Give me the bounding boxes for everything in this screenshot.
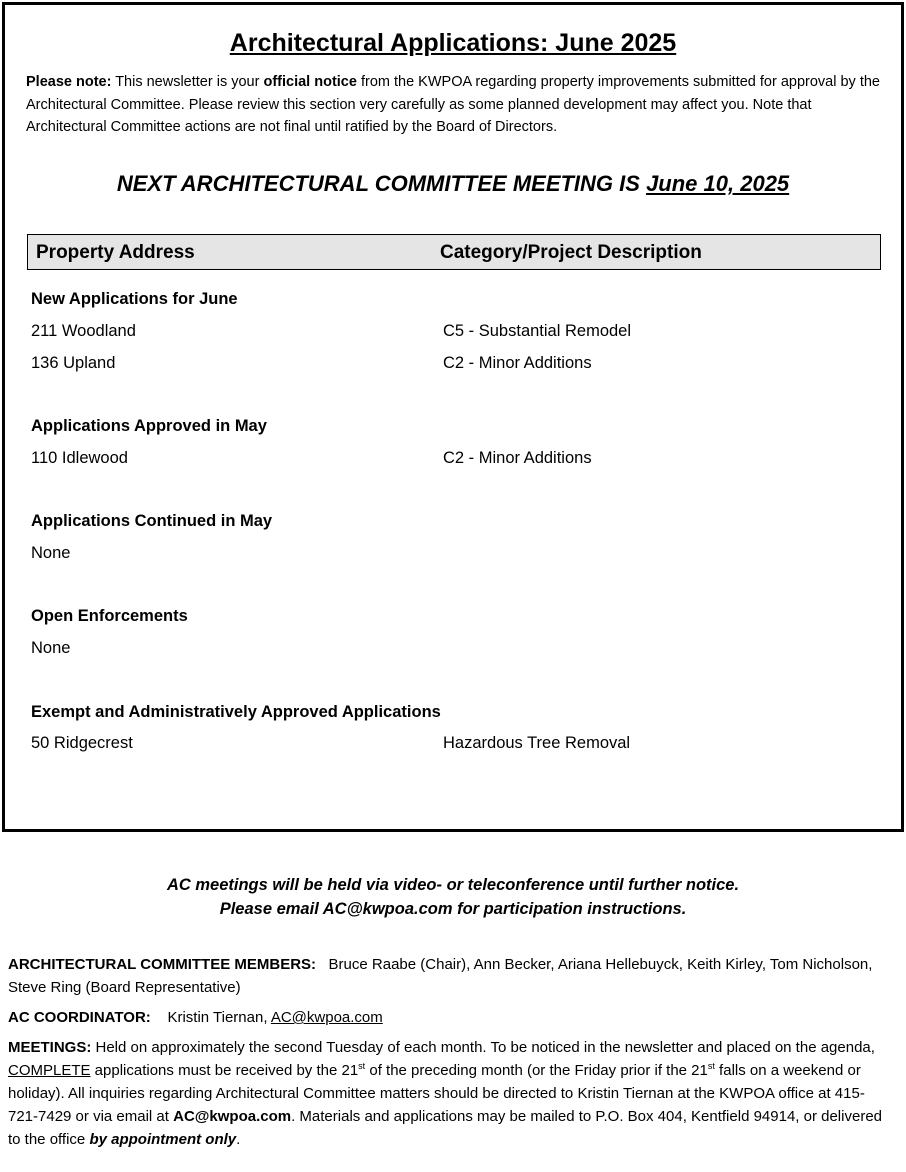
section-title-continued: Applications Continued in May bbox=[31, 512, 273, 530]
coordinator-name: Kristin Tiernan, bbox=[150, 1009, 271, 1026]
meetings-sup-1: st bbox=[358, 1061, 366, 1071]
ac-note-line-1: AC meetings will be held via video- or teleconference until further notice. bbox=[166, 876, 740, 894]
applications-box bbox=[2, 2, 904, 832]
row-description: Hazardous Tree Removal bbox=[443, 734, 631, 752]
row-description: C5 - Substantial Remodel bbox=[443, 322, 632, 340]
row-address: 136 Upland bbox=[31, 354, 116, 372]
ac-meetings-note bbox=[0, 873, 906, 921]
section-title-approved: Applications Approved in May bbox=[31, 417, 267, 435]
meetings-email[interactable]: AC@kwpoa.com bbox=[173, 1108, 292, 1125]
section-title-exempt: Exempt and Administratively Approved Applications bbox=[31, 703, 441, 721]
next-meeting-heading bbox=[5, 171, 901, 197]
row-address: 50 Ridgecrest bbox=[31, 734, 133, 752]
row-address: 211 Woodland bbox=[31, 322, 136, 340]
next-meeting-prefix: NEXT ARCHITECTURAL COMMITTEE MEETING IS bbox=[116, 171, 647, 196]
notice-text-2: from the KWPOA regarding property improvements submitted for approval by the Architectural Committee. Please review this section very carefully as some planned development may affect you. Note that Architectural Committee actions are not final until ratified by the Board of Directors. bbox=[26, 74, 880, 135]
row-address: None bbox=[31, 544, 71, 562]
table-header bbox=[27, 234, 881, 270]
next-meeting-date: June 10, 2025 bbox=[646, 171, 790, 196]
row-address: None bbox=[31, 639, 71, 657]
meetings-text-6: . bbox=[236, 1131, 241, 1148]
meetings-complete: COMPLETE bbox=[8, 1062, 91, 1079]
section-title-open-enforcements: Open Enforcements bbox=[31, 607, 188, 625]
meetings-label: MEETINGS: bbox=[8, 1039, 92, 1056]
meetings-text-2: applications must be received by the 21 bbox=[90, 1062, 359, 1079]
row-description: C2 - Minor Additions bbox=[443, 354, 592, 372]
notice-text-1: This newsletter is your bbox=[111, 74, 264, 90]
members-label: ARCHITECTURAL COMMITTEE MEMBERS: bbox=[8, 956, 317, 973]
meetings-appointment: by appointment only bbox=[89, 1131, 237, 1148]
committee-members bbox=[8, 953, 888, 999]
meetings-text-4: falls on a weekend or holiday). All inquiries regarding Architectural Committee matters should be directed to Kristin Tiernan at the KWPOA office at 415-721-7429 or via email at bbox=[8, 1062, 865, 1125]
row-description: C2 - Minor Additions bbox=[443, 449, 592, 467]
notice-official: official notice bbox=[263, 74, 357, 90]
meetings-text-5: . Materials and applications may be mailed to P.O. Box 404, Kentfield 94914, or delivered to the office bbox=[8, 1108, 882, 1148]
ac-note-line-2: Please email AC@kwpoa.com for participation instructions. bbox=[219, 900, 687, 918]
header-category-description: Category/Project Description bbox=[440, 242, 702, 263]
ac-coordinator bbox=[8, 1006, 888, 1029]
coordinator-email-link[interactable]: AC@kwpoa.com bbox=[270, 1009, 383, 1026]
header-property-address: Property Address bbox=[36, 242, 195, 263]
coordinator-label: AC COORDINATOR: bbox=[8, 1009, 151, 1026]
notice-paragraph bbox=[26, 71, 886, 139]
notice-lead: Please note: bbox=[26, 74, 112, 90]
page-title: Architectural Applications: June 2025 bbox=[229, 29, 677, 57]
members-list: Bruce Raabe (Chair), Ann Becker, Ariana Hellebuyck, Keith Kirley, Tom Nicholson, Steve Ring (Board Representative) bbox=[8, 956, 877, 996]
meetings-text-1: Held on approximately the second Tuesday of each month. To be noticed in the newsletter and placed on the agenda, bbox=[91, 1039, 875, 1056]
meetings-text-3: of the preceding month (or the Friday prior if the 21 bbox=[365, 1062, 708, 1079]
row-address: 110 Idlewood bbox=[31, 449, 128, 467]
section-title-new-applications: New Applications for June bbox=[31, 290, 238, 308]
meetings-info bbox=[8, 1036, 888, 1151]
meetings-sup-2: st bbox=[707, 1061, 715, 1071]
